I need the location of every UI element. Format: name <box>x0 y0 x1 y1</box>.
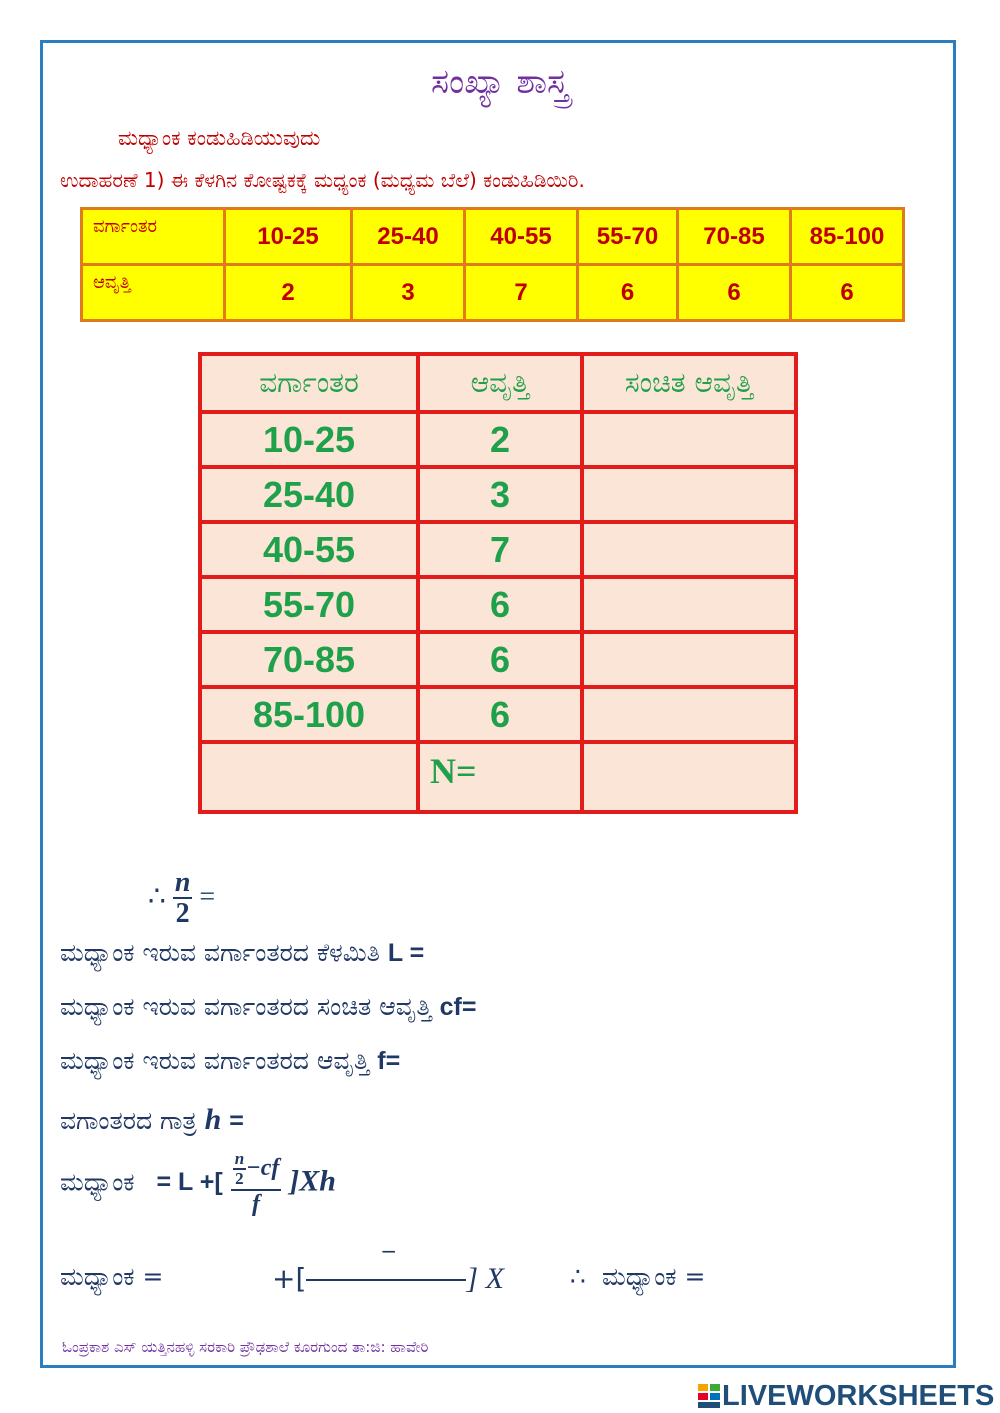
frequency-cell: 6 <box>418 632 582 687</box>
frequency-cell: 6 <box>418 577 582 632</box>
frequency-cell: 2 <box>225 265 352 321</box>
cumulative-frequency-input[interactable] <box>582 467 796 522</box>
lower-limit-text: ಮಧ್ಯಾಂಕ ಇರುವ ವರ್ಗಾಂತರದ ಕೆಳಮಿತಿ <box>60 938 380 967</box>
cumulative-frequency-line <box>60 992 477 1022</box>
lower-limit-line <box>60 938 424 968</box>
frequency-table <box>80 207 905 322</box>
class-cell: 85-100 <box>791 209 904 265</box>
class-size-symbol: h <box>204 1103 222 1136</box>
frequency-cell: 3 <box>352 265 465 321</box>
class-cell: 55-70 <box>578 209 678 265</box>
cumulative-frequency-table <box>198 352 798 814</box>
answer-expression <box>272 1239 504 1296</box>
close-bracket-x: ] X <box>466 1262 504 1295</box>
equals-sign: = <box>199 881 216 913</box>
example-question: ಉದಾಹರಣೆ 1) ಈ ಕೆಳಗಿನ ಕೋಷ್ಟಕಕ್ಕೆ ಮಧ್ಯಂಕ (ಮಧ್ಯಮ ಬೆಲೆ) ಕಂಡುಹಿಡಿಯಿರಿ. <box>60 168 585 192</box>
class-cell: 70-85 <box>200 632 418 687</box>
empty-cell <box>582 742 796 812</box>
class-cell: 40-55 <box>465 209 578 265</box>
table-header-row <box>200 354 796 412</box>
class-cell: 70-85 <box>678 209 791 265</box>
frequency-label: ಆವೃತ್ತಿ <box>82 265 225 321</box>
cumulative-frequency-input[interactable] <box>582 412 796 467</box>
frequency-cell: 6 <box>678 265 791 321</box>
frequency-cell: 7 <box>465 265 578 321</box>
frequency-cell: 3 <box>418 467 582 522</box>
inner-two: 2 <box>235 1168 244 1188</box>
frequency-line <box>60 1046 400 1076</box>
class-size-line <box>60 1103 244 1137</box>
fraction-denominator: 2 <box>175 898 190 930</box>
fraction-minus: − <box>380 1239 398 1263</box>
frequency-row <box>82 265 904 321</box>
table-row <box>200 412 796 467</box>
frequency-text: ಮಧ್ಯಾಂಕ ಇರುವ ವರ್ಗಾಂತರದ ಆವೃತ್ತಿ <box>60 1046 370 1075</box>
n-half-expression <box>148 868 215 930</box>
plus-bracket: +[ <box>272 1262 307 1295</box>
section-subheading: ಮಧ್ಯಾಂಕ ಕಂಡುಹಿಡಿಯುವುದು <box>118 126 321 150</box>
class-size-text: ವಗಾಂತರದ ಗಾತ್ರ <box>60 1106 197 1135</box>
cumulative-frequency-input[interactable] <box>582 577 796 632</box>
header-cumulative-frequency: ಸಂಚಿತ ಆವೃತ್ತಿ <box>582 354 796 412</box>
formula-label: ಮಧ್ಯಾಂಕ <box>60 1167 135 1197</box>
table-total-row <box>200 742 796 812</box>
page-title: ಸಂಖ್ಯಾ ಶಾಸ್ತ್ರ <box>431 62 569 102</box>
formula-fraction <box>231 1150 282 1217</box>
cumulative-frequency-input[interactable] <box>582 632 796 687</box>
final-therefore: ∴ <box>570 1262 586 1291</box>
total-n-label[interactable]: N= <box>418 742 582 812</box>
frequency-cell: 6 <box>418 687 582 742</box>
minus-cf: −cf <box>246 1154 280 1181</box>
formula-denominator: f <box>252 1190 261 1217</box>
median-formula <box>60 1150 336 1217</box>
therefore-symbol: ∴ <box>148 881 166 913</box>
author-footer: ಓಂಪ್ರಕಾಶ ಎಸ್ ಯತ್ತಿನಹಳ್ಳಿ ಸರಕಾರಿ ಪ್ರೌಢಶಾಲೆ ಕೂರಗುಂದ ತಾ:ಜಿ: ಹಾವೇರಿ <box>62 1338 429 1356</box>
liveworksheets-logo <box>698 1380 994 1413</box>
formula-lhs: = L +[ <box>156 1168 223 1197</box>
class-cell: 10-25 <box>225 209 352 265</box>
table-row <box>200 632 796 687</box>
cumulative-frequency-input[interactable] <box>582 687 796 742</box>
class-cell: 25-40 <box>352 209 465 265</box>
cumulative-frequency-symbol[interactable]: cf= <box>439 993 477 1021</box>
class-size-equals[interactable]: = <box>229 1107 244 1135</box>
cumulative-frequency-text: ಮಧ್ಯಾಂಕ ಇರುವ ವರ್ಗಾಂತರದ ಸಂಚಿತ ಆವೃತ್ತಿ <box>60 992 432 1021</box>
final-result-label[interactable]: ಮಧ್ಯಾಂಕ = <box>602 1262 706 1291</box>
table-row <box>200 687 796 742</box>
class-cell: 85-100 <box>200 687 418 742</box>
cumulative-frequency-input[interactable] <box>582 522 796 577</box>
frequency-cell: 6 <box>791 265 904 321</box>
class-interval-label: ವರ್ಗಾಂತರ <box>82 209 225 265</box>
n-over-2-fraction <box>173 868 193 930</box>
liveworksheets-icon <box>698 1384 720 1408</box>
class-cell: 25-40 <box>200 467 418 522</box>
inner-n: n <box>234 1149 245 1168</box>
class-cell: 55-70 <box>200 577 418 632</box>
frequency-cell: 2 <box>418 412 582 467</box>
median-answer-line <box>60 1239 706 1295</box>
empty-cell <box>200 742 418 812</box>
answer-fraction-bar[interactable] <box>306 1239 466 1281</box>
formula-numerator <box>231 1150 282 1191</box>
class-cell: 10-25 <box>200 412 418 467</box>
table-row <box>200 522 796 577</box>
frequency-cell: 6 <box>578 265 678 321</box>
inner-n-half <box>233 1150 246 1189</box>
lower-limit-symbol[interactable]: L = <box>387 939 425 967</box>
class-cell: 40-55 <box>200 522 418 577</box>
class-interval-row <box>82 209 904 265</box>
brand-text: LIVEWORKSHEETS <box>722 1380 995 1412</box>
header-class-interval: ವರ್ಗಾಂತರ <box>200 354 418 412</box>
fraction-numerator: n <box>174 867 191 898</box>
frequency-symbol[interactable]: f= <box>377 1047 401 1075</box>
table-row <box>200 577 796 632</box>
table-row <box>200 467 796 522</box>
frequency-cell: 7 <box>418 522 582 577</box>
answer-label: ಮಧ್ಯಾಂಕ = <box>60 1262 164 1291</box>
header-frequency: ಆವೃತ್ತಿ <box>418 354 582 412</box>
formula-rhs: ]Xh <box>289 1164 336 1198</box>
